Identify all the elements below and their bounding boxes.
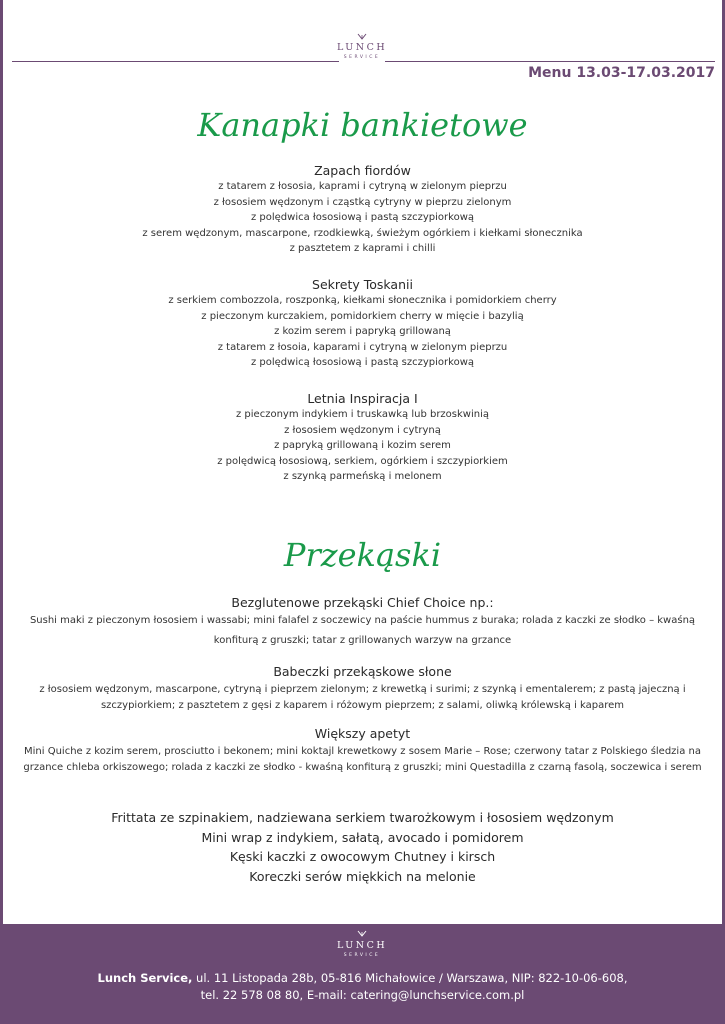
section-title-przekaski: Przekąski	[283, 536, 442, 574]
group-zapach-fiordow	[0, 162, 725, 257]
list-item: z pieczonym kurczakiem, pomidorkiem cherry w mięcie i bazylią	[201, 310, 524, 322]
address-text: ul. 11 Listopada 28b, 05-816 Michałowice / Warszawa, NIP: 822-10-06-608,	[196, 971, 628, 985]
list-item: z łososiem wędzonym i cytryną	[284, 424, 441, 436]
list-item: Frittata ze szpinakiem, nadziewana serkiem twarożkowym i łososiem wędzonym	[111, 810, 614, 825]
group-description: Sushi maki z pieczonym łososiem i wassabi; mini falafel z soczewicy na paście hummus z buraka; rolada z kaczki ze słodko – kwaśną konfiturą z gruszki; tatar z grillowanych warzyw na grzance	[29, 615, 696, 646]
group-title: Zapach fiordów	[314, 163, 411, 178]
logo-leaf-icon	[357, 33, 367, 41]
list-item: z pieczonym indykiem i truskawką lub brzoskwinią	[236, 409, 489, 420]
footer-logo	[337, 930, 387, 964]
list-item: Kęski kaczki z owocowym Chutney i kirsch	[229, 849, 496, 864]
contact-text: tel. 22 578 08 80, E-mail: catering@lunchservice.com.pl	[200, 988, 525, 1002]
group-title: Większy apetyt	[314, 726, 411, 741]
list-item: z szynką parmeńską i melonem	[283, 471, 442, 482]
list-item: z polędwicą łososiową i pastą szczypiorkową	[250, 357, 475, 368]
extras-list	[0, 808, 725, 886]
list-item: z tatarem z łososia, kaprami i cytryną w zielonym pieprzu	[218, 181, 507, 192]
list-item: z serem wędzonym, mascarpone, rzodkiewką, świeżym ogórkiem i kiełkami słonecznika	[142, 227, 583, 239]
group-babeczki	[0, 663, 725, 714]
section-title-kanapki: Kanapki bankietowe	[197, 106, 528, 144]
group-description: Mini Quiche z kozim serem, prosciutto i bekonem; mini koktajl krewetkowy z sosem Marie – Rose; czerwony tatar z Polskiego śledzia na grzance chleba orkiszowego; rolada z kaczki ze słodko - kwaśną konfiturą z gruszki; mini Questadilla z czarną fasolą, soczewica i serem	[23, 746, 702, 773]
group-description: z łososiem wędzonym, mascarpone, cytryną i pieprzem zielonym; z krewetką i surimi; z szynką i ementalerem; z pastą jajeczną i szczypiorkiem; z pasztetem z gęsi z kaparem i różowym pieprzem; z salami, oliwką królewską i kaparem	[39, 684, 686, 711]
group-bezglutenowe	[0, 594, 725, 651]
list-item: z serkiem combozzola, roszponką, kiełkami słonecznika i pomidorkiem cherry	[168, 295, 557, 306]
logo-leaf-icon	[357, 930, 367, 938]
group-title: Bezglutenowe przekąski Chief Choice np.:	[231, 595, 494, 610]
footer	[0, 924, 725, 1024]
header-logo	[337, 33, 387, 65]
group-letnia-inspiracja	[0, 390, 725, 485]
group-sekrety-toskanii	[0, 276, 725, 371]
list-item: z tatarem z łosoia, kaparami i cytryną w zielonym pieprzu	[217, 341, 508, 353]
list-item: z kozim serem i papryką grillowaną	[274, 326, 451, 337]
list-item: z papryką grillowaną i kozim serem	[274, 440, 451, 451]
list-item: Koreczki serów miękkich na melonie	[249, 868, 476, 884]
header-rule-right	[385, 61, 715, 62]
header-rule-left	[12, 61, 339, 62]
group-title: Babeczki przekąskowe słone	[273, 664, 452, 679]
list-item: Mini wrap z indykiem, sałatą, avocado i pomidorem	[201, 829, 524, 845]
company-name: Lunch Service,	[97, 971, 193, 985]
group-title: Sekrety Toskanii	[312, 277, 413, 292]
logo-subtitle: SERVICE	[343, 55, 381, 60]
logo-word: LUNCH	[337, 42, 388, 53]
group-wiekszy-apetyt	[0, 725, 725, 776]
list-item: z polędwica łososiową i pastą szczypiorkową	[250, 212, 475, 223]
logo-word: LUNCH	[337, 940, 388, 951]
list-item: z polędwicą łososiową, serkiem, ogórkiem i szczypiorkiem	[217, 455, 508, 467]
footer-address	[0, 970, 725, 1004]
group-title: Letnia Inspiracja I	[307, 391, 418, 406]
logo-subtitle: SERVICE	[343, 953, 381, 958]
menu-date: Menu 13.03-17.03.2017	[528, 65, 715, 81]
list-item: z pasztetem z kaprami i chilli	[289, 243, 436, 254]
list-item: z łososiem wędzonym i cząstką cytryny w pieprzu zielonym	[213, 196, 512, 208]
